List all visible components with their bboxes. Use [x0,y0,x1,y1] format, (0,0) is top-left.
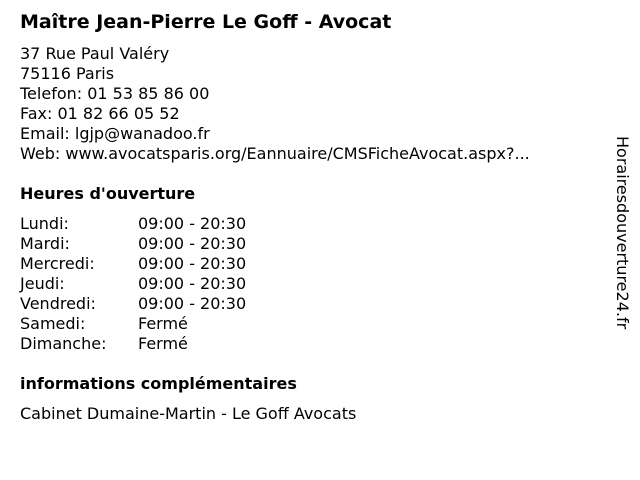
day-label: Lundi: [20,214,69,233]
hours-heading: Heures d'ouverture [20,184,196,203]
day-hours: 09:00 - 20:30 [138,294,247,313]
hours-row-friday [20,294,246,314]
hours-table [20,214,246,354]
day-hours: Fermé [138,334,188,353]
day-hours: Fermé [138,314,188,333]
hours-row-sunday [20,334,246,354]
info-text: Cabinet Dumaine-Martin - Le Goff Avocats [20,404,357,423]
hours-row-thursday [20,274,246,294]
street-address: 37 Rue Paul Valéry [20,44,170,63]
hours-row-saturday [20,314,246,334]
day-label: Dimanche: [20,334,107,353]
day-label: Mercredi: [20,254,95,273]
hours-row-monday [20,214,246,234]
fax-number: Fax: 01 82 66 05 52 [20,104,180,123]
hours-row-wednesday [20,254,246,274]
day-label: Samedi: [20,314,86,333]
day-hours: 09:00 - 20:30 [138,234,247,253]
page-title: Maître Jean-Pierre Le Goff - Avocat [20,11,392,33]
day-label: Vendredi: [20,294,96,313]
hours-row-tuesday [20,234,246,254]
email-address[interactable]: Email: lgjp@wanadoo.fr [20,124,210,143]
day-hours: 09:00 - 20:30 [138,274,247,293]
city-postcode: 75116 Paris [20,64,115,83]
day-hours: 09:00 - 20:30 [138,214,247,233]
day-label: Mardi: [20,234,70,253]
day-label: Jeudi: [20,274,65,293]
phone-number[interactable]: Telefon: 01 53 85 86 00 [20,84,210,103]
website-link[interactable]: Web: www.avocatsparis.org/Eannuaire/CMSFicheAvocat.aspx?... [20,144,530,163]
site-watermark: Horairesdouverture24.fr [613,136,632,330]
info-heading: informations complémentaires [20,374,297,393]
contact-block [20,44,530,164]
day-hours: 09:00 - 20:30 [138,254,247,273]
